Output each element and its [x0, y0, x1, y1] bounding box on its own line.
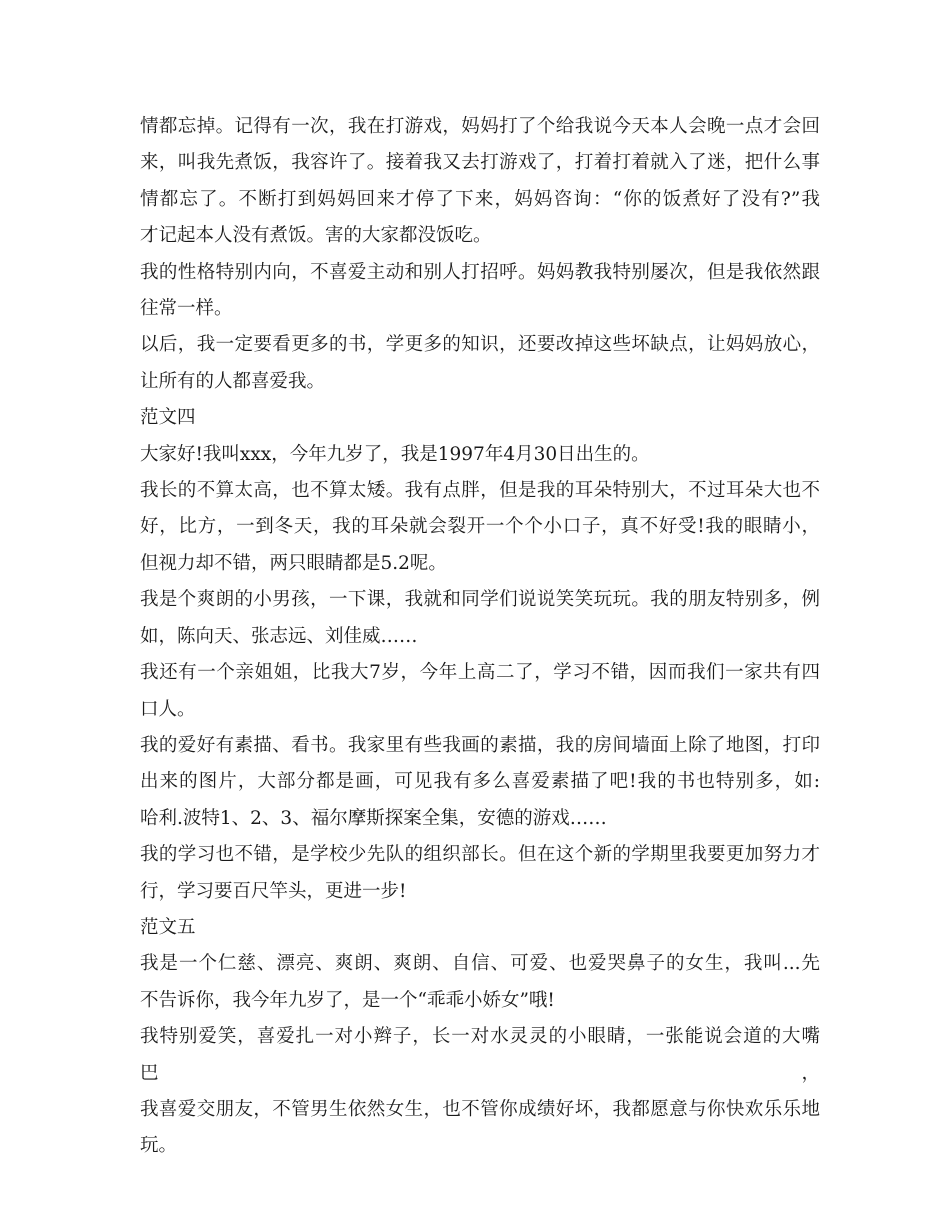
- section-heading: 范文四: [140, 407, 196, 429]
- text-line: 我特别爱笑，喜爱扎一对小辫子，长一对水灵灵的小眼睛，一张能说会道的大嘴巴，: [140, 1026, 820, 1084]
- text-line: 才记起本人没有煮饭。害的大家都没饭吃。: [140, 225, 492, 247]
- text-line: 我还有一个亲姐姐，比我大7岁，今年上高二了，学习不错，因而我们一家共有四: [140, 662, 820, 684]
- text-line: 口人。: [140, 698, 196, 720]
- text-line: 以后，我一定要看更多的书，学更多的知识，还要改掉这些坏缺点，让妈妈放心，: [140, 334, 820, 356]
- text-line: 来，叫我先煮饭，我容许了。接着我又去打游戏了，打着打着就入了迷，把什么事: [140, 152, 820, 174]
- text-line: 往常一样。: [140, 298, 233, 320]
- text-line: 情都忘掉。记得有一次，我在打游戏，妈妈打了个给我说今天本人会晚一点才会回: [140, 116, 820, 137]
- text-line: 我的性格特别内向，不喜爱主动和别人打招呼。妈妈教我特别屡次，但是我依然跟: [140, 261, 820, 283]
- text-line: 如，陈向天、张志远、刘佳威……: [140, 625, 418, 647]
- text-line: 好，比方，一到冬天，我的耳朵就会裂开一个个小口子，真不好受!我的眼睛小，: [140, 516, 820, 538]
- text-line: 大家好!我叫xxx，今年九岁了，我是1997年4月30日出生的。: [140, 443, 650, 465]
- text-line: 情都忘了。不断打到妈妈回来才停了下来，妈妈咨询：“你的饭煮好了没有?”我: [140, 188, 820, 210]
- text-line: 行，学习要百尺竿头，更进一步!: [140, 880, 407, 902]
- text-line: 我是一个仁慈、漂亮、爽朗、爽朗、自信、可爱、也爱哭鼻子的女生，我叫...先: [140, 953, 820, 975]
- document-body: [140, 109, 820, 1165]
- text-line: 哈利.波特1、2、3、福尔摩斯探案全集，安德的游戏……: [140, 807, 607, 829]
- text-line: 但视力却不错，两只眼睛都是5.2呢。: [140, 552, 447, 574]
- text-line: 我的学习也不错，是学校少先队的组织部长。但在这个新的学期里我要更加努力才: [140, 844, 820, 866]
- text-line: 我长的不算太高，也不算太矮。我有点胖，但是我的耳朵特别大，不过耳朵大也不: [140, 480, 820, 502]
- text-line: 让所有的人都喜爱我。: [140, 370, 326, 392]
- text-line: 不告诉你，我今年九岁了，是一个“乖乖小娇女”哦!: [140, 989, 555, 1011]
- text-line: 我是个爽朗的小男孩，一下课，我就和同学们说说笑笑玩玩。我的朋友特别多，例: [140, 589, 820, 611]
- text-line: 我的爱好有素描、看书。我家里有些我画的素描，我的房间墙面上除了地图，打印: [140, 734, 820, 756]
- text-line: 我喜爱交朋友，不管男生依然女生，也不管你成绩好坏，我都愿意与你快欢乐乐地: [140, 1098, 820, 1120]
- section-heading: 范文五: [140, 916, 196, 938]
- text-line: 玩。: [140, 1135, 178, 1157]
- text-line: 出来的图片，大部分都是画，可见我有多么喜爱素描了吧!我的书也特别多，如:: [140, 771, 820, 793]
